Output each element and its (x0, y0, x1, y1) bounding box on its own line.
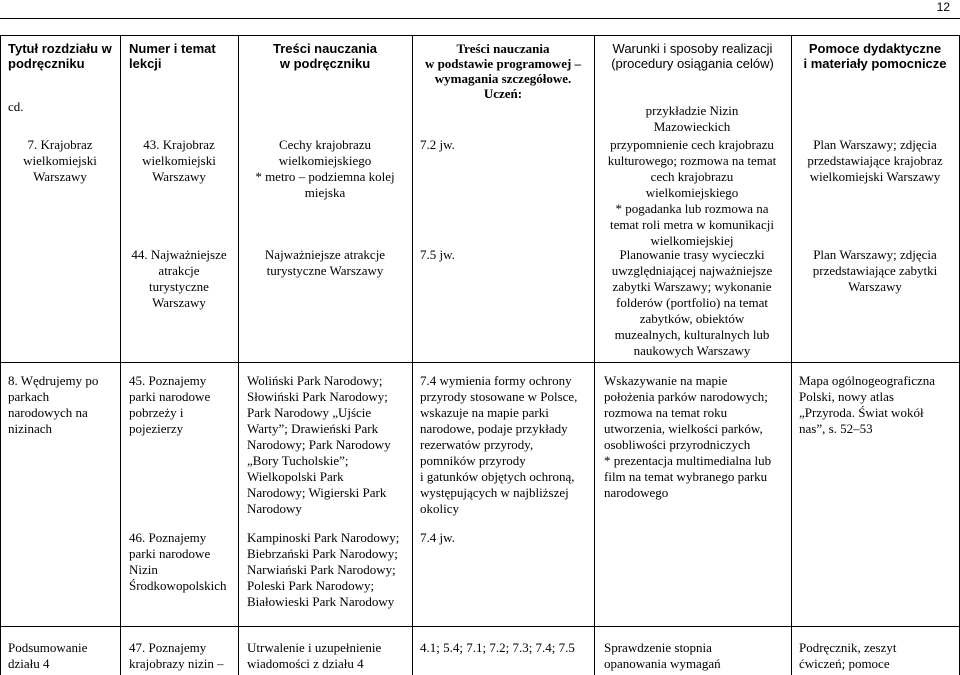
summary-content: Utrwalenie i uzupełnienie wiadomości z działu 4 (247, 640, 382, 671)
lesson-44-core: 7.5 jw. (420, 247, 455, 262)
summary-core: 4.1; 5.4; 7.1; 7.2; 7.3; 7.4; 7.5 (420, 640, 575, 655)
header-core-curriculum: Treści nauczania w podstawie programowej – wymagania szczegółowe. Uczeń: (424, 41, 582, 101)
lesson-46-content: Kampinoski Park Narodowy; Biebrzański Park Narodowy; Narwiański Park Narodowy; Poleski Park Narodowy; Białowieski Park Narodowy (247, 530, 400, 609)
chapter-7-title: 7. Krajobraz wielkomiejski Warszawy (23, 137, 97, 184)
lesson-44-content: Najważniejsze atrakcje turystyczne Warszawy (264, 247, 386, 278)
summary-aids: Podręcznik, zeszyt ćwiczeń; pomoce (799, 640, 897, 671)
lesson-43-realization: przypomnienie cech krajobrazu kulturowego; rozmowa na temat cech krajobrazu wielkomiejskiego * pogadanka lub rozmowa na temat roli metra w komunikacji wielkomiejskiej (607, 137, 777, 248)
table-column-divider (412, 35, 413, 675)
continuation-label: cd. (8, 99, 24, 114)
lesson-43-content: Cechy krajobrazu wielkomiejskiego * metro – podziemna kolej miejska (255, 137, 395, 200)
lesson-45-aids: Mapa ogólnogeograficzna Polski, nowy atlas „Przyroda. Świat wokół nas”, s. 52–53 (799, 373, 936, 436)
lesson-46-topic: 46. Poznajemy parki narodowe Nizin Środkowopolskich (129, 530, 227, 593)
table-column-divider (594, 35, 595, 675)
table-row-divider (0, 626, 960, 627)
header-lesson-topic: Numer i temat lekcji (129, 41, 216, 71)
lesson-45-core: 7.4 wymienia formy ochrony przyrody stosowane w Polsce, wskazuje na mapie parki narodowe, podaje przykłady rezerwatów przyrody, pomników przyrody i gatunków objętych ochroną, występujących w najbliższej okolicy (420, 373, 578, 516)
lesson-43-aids: Plan Warszawy; zdjęcia przedstawiające krajobraz wielkomiejski Warszawy (807, 137, 943, 184)
summary-title: Podsumowanie działu 4 (8, 640, 88, 671)
lesson-43-topic: 43. Krajobraz wielkomiejski Warszawy (142, 137, 216, 184)
table-row-divider (0, 362, 960, 363)
table-border-left (0, 35, 1, 675)
lesson-44-aids: Plan Warszawy; zdjęcia przedstawiające zabytki Warszawy (812, 247, 938, 294)
lesson-46-core: 7.4 jw. (420, 530, 455, 545)
header-teaching-aids: Pomoce dydaktyczne i materiały pomocnicze (803, 41, 947, 71)
table-column-divider (238, 35, 239, 675)
lesson-47-topic: 47. Poznajemy krajobrazy nizin – (129, 640, 224, 671)
page-number: 12 (936, 0, 950, 14)
lesson-45-content: Woliński Park Narodowy; Słowiński Park Narodowy; Park Narodowy „Ujście Warty”; Drawieński Park Narodowy; Park Narodowy „Bory Tucholskie”; Wielkopolski Park Narodowy; Wigierski Park Narodowy (247, 373, 391, 516)
table-column-divider (791, 35, 792, 675)
lesson-44-realization: Planowanie trasy wycieczki uwzględniającej najważniejsze zabytki Warszawy; wykonanie folderów (portfolio) na temat zabytków, obiektów muzealnych, kulturalnych lub naukowych Warszawy (611, 247, 773, 358)
continuation-realization: przykładzie Nizin Mazowieckich (645, 103, 739, 134)
table-border-top (0, 35, 960, 36)
chapter-8-title: 8. Wędrujemy po parkach narodowych na nizinach (8, 373, 99, 436)
header-realization-conditions: Warunki i sposoby realizacji (procedury osiągania celów) (611, 41, 774, 71)
header-chapter-title: Tytuł rozdziału w podręczniku (8, 41, 112, 71)
header-textbook-content: Treści nauczania w podręczniku (272, 41, 378, 71)
lesson-45-realization: Wskazywanie na mapie położenia parków narodowych; rozmowa na temat roku utworzenia, wielkości parków, osobliwości przyrodniczych * prezentacja multimedialna lub film na temat wybranego parku narodowego (604, 373, 772, 500)
lesson-44-topic: 44. Najważniejsze atrakcje turystyczne Warszawy (131, 247, 227, 310)
lesson-43-core: 7.2 jw. (420, 137, 455, 152)
table-column-divider (120, 35, 121, 675)
lesson-45-topic: 45. Poznajemy parki narodowe pobrzeży i pojezierzy (129, 373, 211, 436)
summary-realization: Sprawdzenie stopnia opanowania wymagań (604, 640, 721, 671)
